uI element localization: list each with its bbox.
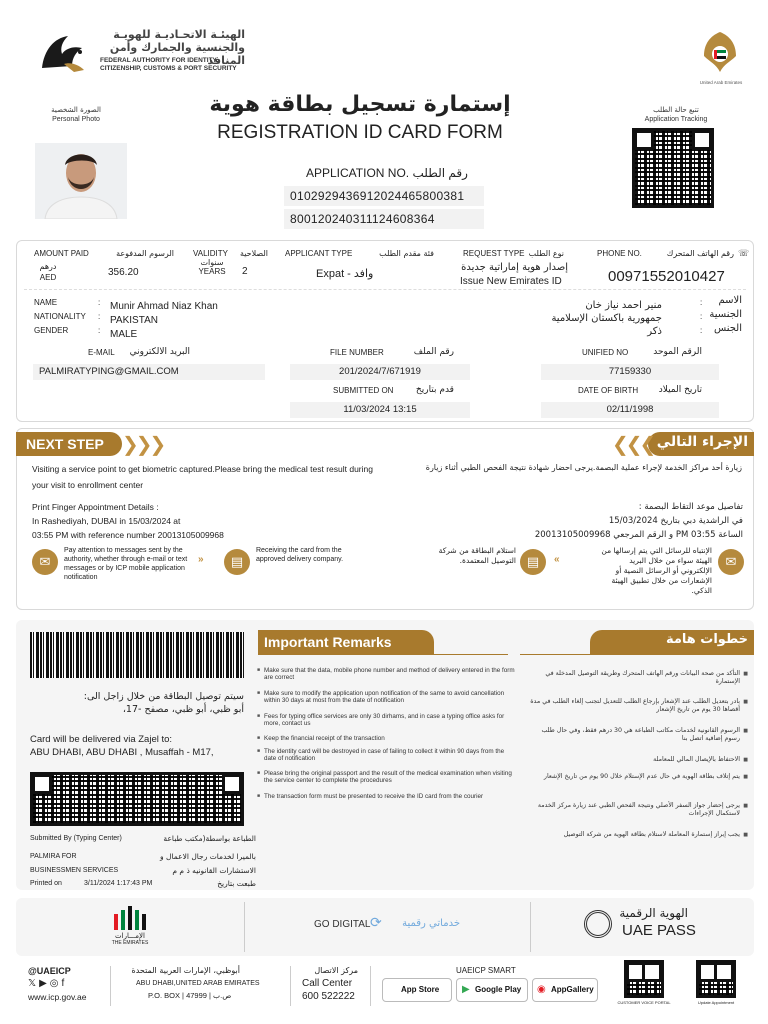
authority-name-en-2: CITIZENSHIP, CUSTOMS & PORT SECURITY	[100, 65, 237, 72]
call-center-en: Call Center	[302, 978, 353, 989]
emirates-ar: الإمـــارات	[115, 932, 145, 940]
arrow-right-icon: »	[198, 554, 201, 565]
submitted-on-label-en: SUBMITTED ON	[333, 386, 394, 395]
remark-ar-4: الاحتفاظ بالإيصال المالي للمعاملة ■	[528, 756, 740, 764]
request-type-label-ar: نوع الطلب	[528, 249, 564, 258]
next-step-intro-ar: زيارة أحد مراكز الخدمة لإجراء عملية البصمة.يرجى احضار شهادة نتيجة الفحص الطبي أثناء زيارة	[425, 463, 742, 472]
name-label-en: NAME	[34, 298, 58, 307]
nationality-value-ar: جمهورية باكستان الإسلامية	[551, 313, 662, 324]
remark-ar-3: الرسوم القانونية لخدمات مكاتب الطباعة هي 30 درهم فقط، وفي حال طلب رسوم إضافية اتصل بنا ■	[528, 727, 740, 743]
falcon-logo-icon	[34, 28, 92, 78]
remark-ar-6: يرجى إحضار جواز السفر الأصلي ونتيجة الفحص الطبي عند زيارة مركز الخدمة لاستكمال الإجراءات ■	[528, 802, 740, 818]
center-name-en-1: PALMIRA FOR	[30, 853, 77, 860]
nationality-value-en: PAKISTAN	[110, 315, 158, 326]
email-label-en: E-MAIL	[88, 348, 115, 357]
delivery-en-1: Card will be delivered via Zajel to:	[30, 734, 173, 745]
barcode	[30, 632, 244, 678]
name-value-en: Munir Ahmad Niaz Khan	[110, 301, 218, 312]
center-name-ar-2: الاستشارات القانونيه ذ م م	[172, 866, 256, 875]
delivery-en-2: ABU DHABI, ABU DHABI , Musaffah - M17,	[30, 747, 214, 758]
uae-pass-ar: الهوية الرقمية	[619, 906, 688, 920]
address-en: ABU DHABI,UNITED ARAB EMIRATES	[136, 980, 260, 987]
form-title-ar: إستمارة تسجيل بطاقة هوية	[209, 92, 511, 117]
submitted-on-label-ar: قدم بتاريخ	[415, 385, 454, 395]
request-type-label-en: REQUEST TYPE	[463, 249, 525, 258]
request-type-value-en: Issue New Emirates ID	[460, 276, 562, 287]
next-step-title-en: NEXT STEP	[26, 436, 104, 452]
id-card-icon: ▤	[520, 549, 546, 575]
remark-en-4: ■ Keep the financial receipt of the transaction	[264, 735, 518, 742]
authority-name-en-1: FEDERAL AUTHORITY FOR IDENTITY,	[100, 57, 218, 64]
finger-line1-ar: في الراشدية دبي بتاريخ 15/03/2024	[608, 516, 743, 526]
social-icons[interactable]	[28, 978, 67, 989]
remark-ar-2: بادر بتعديل الطلب عند الإشعار بإرجاع الطلب للتعديل لتجنب إلغاء الطلب في مدة أقصاها 30 يوم من تاريخ الإشعار ■	[528, 698, 740, 714]
printed-on-value: 3/11/2024 1:17:43 PM	[84, 880, 153, 887]
youtube-icon[interactable]: ▶	[39, 978, 50, 989]
delivery-ar-2: أبو ظبي، أبو ظبي، مصفح -17،	[122, 704, 244, 715]
applicant-type-value: Expat - وافد	[316, 268, 374, 280]
applicant-type-label-en: APPLICANT TYPE	[285, 249, 353, 258]
delivery-qr-code[interactable]	[30, 772, 244, 826]
email-label-ar: البريد الالكتروني	[129, 347, 190, 357]
delivery-ar-1: سيتم توصيل البطاقة من خلال زاجل الى:	[83, 691, 244, 702]
applicant-type-label-ar: فئة مقدم الطلب	[379, 249, 434, 258]
submitted-by-label-en: Submitted By (Typing Center)	[30, 835, 122, 842]
finger-line2-en: 03:55 PM with reference number 20013105009968	[32, 530, 224, 540]
social-handle[interactable]: @UAEICP	[28, 966, 71, 976]
finger-line2-ar: الساعة PM 03:55 و الرقم المرجعي 20013105009968	[534, 530, 743, 540]
request-type-value-ar: إصدار هوية إماراتية جديدة	[461, 262, 568, 273]
finger-title-ar: تفاصيل موعد التقاط البصمة :	[638, 502, 743, 512]
amount-paid-label-en: AMOUNT PAID	[34, 249, 89, 258]
remark-en-7: ■ The transaction form must be presented to receive the ID card from the courier	[264, 793, 518, 800]
google-play-label: Google Play	[475, 985, 522, 994]
amount-paid-label-ar: الرسوم المدفوعة	[116, 249, 174, 258]
website-link[interactable]: www.icp.gov.ae	[28, 992, 87, 1002]
gender-label-ar: الجنس	[713, 323, 742, 334]
card-note-en: Receiving the card from the approved delivery company.	[256, 547, 344, 563]
finger-line1-en: In Rashediyah, DUBAI in 15/03/2024 at	[32, 516, 181, 526]
next-step-title-ar: الإجراء التالي	[656, 434, 748, 450]
nationality-label-en: NATIONALITY	[34, 312, 86, 321]
authority-name-ar-1: الهيئـة الاتحـاديـة للهويـة	[113, 28, 245, 41]
uae-pass-en: UAE PASS	[622, 922, 696, 939]
dob-label-ar: تاريخ الميلاد	[658, 385, 702, 395]
uae-emblem	[700, 28, 740, 78]
file-number-label-ar: رقم الملف	[413, 347, 454, 357]
amount-paid-value: 356.20	[108, 267, 139, 278]
currency-en: AED	[39, 273, 57, 282]
arrow-left-icon: «	[554, 554, 557, 565]
po-box: P.O. BOX | 47999 | ص.ب	[148, 991, 232, 1000]
unified-number-label-ar: الرقم الموحد	[653, 347, 702, 357]
applicant-photo-icon	[35, 143, 127, 219]
tracking-qr-code[interactable]	[632, 128, 714, 208]
gender-value-en: MALE	[110, 329, 138, 340]
phone-label-ar: رقم الهاتف المتحرك	[666, 249, 734, 258]
email-value: PALMIRATYPING@GMAIL.COM	[33, 364, 265, 380]
emirates-bars-icon	[110, 904, 150, 930]
call-center-number[interactable]: 600 522222	[302, 991, 355, 1002]
remarks-title-ar: خطوات هامة	[665, 632, 748, 647]
validity-label-ar: الصلاحية	[239, 249, 268, 258]
authority-name-ar-2: والجنسية والجمارك وأمن المنافذ	[109, 41, 245, 67]
mail-icon: ✉	[32, 549, 58, 575]
phone-label-en: PHONE NO.	[597, 249, 642, 258]
years-label-ar: سنوات	[200, 258, 224, 267]
remark-en-1: ■ Make sure that the data, mobile phone number and method of delivery entered in the form are correct	[264, 667, 518, 681]
remark-ar-1: التأكد من صحة البيانات ورقم الهاتف المتحرك وطريقة التوصيل المدخلة في الإستمارة ■	[528, 670, 740, 686]
app-gallery-label: AppGallery	[551, 985, 594, 994]
phone-value: 00971552010427	[608, 268, 725, 285]
messages-note-ar: الإنتباه للرسائل التي يتم إرسالها من الهيئة سواء من خلال البريد الإلكتروني أو الرسائل النصية أو الإشعارات من خلال تطبيق الهيئة الذكي.	[601, 546, 712, 595]
photo-label-ar: الصورة الشخصية	[51, 106, 101, 114]
validity-value: 2	[242, 266, 248, 277]
remark-en-3: ■ Fees for typing office services are only 30 dirhams, and in case a typing office asks for more, contact us	[264, 713, 518, 727]
form-title-en: REGISTRATION ID CARD FORM	[217, 122, 503, 143]
unified-number-value: 77159330	[541, 364, 719, 380]
remark-en-2: ■ Make sure to modify the application upon notification of the same to avoid cancellation within 30 days at most from the date of notification	[264, 690, 518, 704]
authority-logo	[34, 28, 92, 78]
app-title: UAEICP SMART	[456, 966, 516, 975]
application-number-label: APPLICATION NO. رقم الطلب	[306, 166, 468, 180]
app-store-button[interactable]	[382, 978, 452, 1002]
printed-on-label-ar: طبعت بتاريخ	[217, 879, 256, 888]
tracking-label-ar: تتبع حالة الطلب	[653, 106, 699, 114]
phone-icon: ☏	[738, 248, 750, 258]
validity-label-en: VALIDITY	[193, 249, 228, 258]
app-store-label: App Store	[401, 985, 440, 994]
uae-caption: United Arab Emirates	[699, 80, 743, 85]
dob-label-en: DATE OF BIRTH	[578, 386, 639, 395]
google-play-button[interactable]	[456, 978, 528, 1002]
google-play-icon: ▶	[462, 984, 470, 995]
center-name-ar-1: بالميرا لخدمات رجال الاعمال و	[160, 852, 256, 861]
fingerprint-icon	[584, 910, 612, 938]
go-digital-ar: خدماتي رقمية	[402, 918, 460, 929]
file-number-label-en: FILE NUMBER	[330, 348, 384, 357]
id-card-icon: ▤	[224, 549, 250, 575]
submitted-by-label-ar: الطباعة بواسطة(مكتب طباعة	[163, 834, 256, 843]
facebook-icon[interactable]: f	[61, 978, 68, 989]
update-appointment-qr-code[interactable]	[696, 960, 736, 998]
name-label-ar: الاسم	[718, 295, 742, 306]
remarks-title-en: Important Remarks	[264, 634, 392, 650]
emirates-en: THE EMIRATES	[111, 940, 149, 946]
call-center-ar: مركز الاتصال	[314, 966, 358, 975]
mail-icon: ✉	[718, 549, 744, 575]
file-number-value: 201/2024/7/671919	[290, 364, 470, 380]
app-gallery-icon: ◉	[537, 984, 546, 995]
application-number-2: 80012024031112460836​4	[284, 209, 484, 229]
currency-ar: درهم	[39, 262, 57, 271]
chevrons-right-icon: ❯❯❯	[122, 434, 164, 456]
card-note-ar: استلام البطاقة من شركة التوصيل المعتمدة.	[438, 546, 516, 565]
remark-ar-7: يجب إبراز إستمارة المعاملة لاستلام بطاقة الهوية من شركة التوصيل ■	[528, 831, 740, 839]
go-digital-label: GO DIGITAL	[314, 919, 371, 930]
personal-photo	[35, 143, 127, 219]
remark-en-6: ■ Please bring the original passport and the result of the medical examination when visiting the service center to complete the procedures	[264, 770, 518, 784]
photo-label-en: Personal Photo	[52, 116, 100, 123]
years-label-en: YEARS	[198, 267, 226, 276]
instagram-icon[interactable]: ◎	[49, 978, 62, 989]
center-name-en-2: BUSINESSMEN SERVICES	[30, 867, 119, 874]
remark-ar-5: يتم إتلاف بطاقة الهوية في حال عدم الإستلام خلال 90 يوم من تاريخ الإشعار ■	[528, 773, 740, 781]
the-emirates-logo	[100, 904, 160, 952]
name-value-ar: منير احمد نياز خان	[585, 300, 662, 311]
twitter-icon[interactable]: 𝕏	[28, 978, 40, 989]
dob-value: 02/11/1998	[541, 402, 719, 418]
chevrons-left-icon: ❮❮❮	[612, 434, 654, 456]
gender-value-ar: ذكر	[647, 326, 662, 337]
next-step-intro-en: Visiting a service point to get biometric captured.Please bring the medical test result during your visit to enrollment center	[32, 464, 373, 490]
app-gallery-button[interactable]	[532, 978, 598, 1002]
address-ar: أبوظبي، الإمارات العربية المتحدة	[131, 966, 240, 975]
messages-note-en: Pay attention to messages sent by the authority, whether through e-mail or text messages or by ICP mobile application notification	[64, 547, 188, 581]
application-number-1: 01029294369120244658003​81	[284, 186, 484, 206]
printed-on-label-en: Printed on	[30, 880, 62, 887]
finger-title-en: Print Finger Appointment Details :	[32, 502, 159, 512]
submitted-on-value: 11/03/2024 13:15	[290, 402, 470, 418]
qr2-caption: Update Appointment	[697, 1000, 735, 1005]
remark-en-5: ■ The identity card will be destroyed in case of failing to collect it within 90 days from the date of notification	[264, 748, 518, 762]
unified-number-label-en: UNIFIED NO	[582, 348, 629, 357]
tracking-label-en: Application Tracking	[644, 116, 708, 123]
uae-emblem-icon	[700, 28, 740, 78]
go-digital-icon: ⟳	[370, 914, 382, 930]
qr1-caption: CUSTOMER VOICE PORTAL	[617, 1000, 671, 1005]
nationality-label-ar: الجنسية	[709, 309, 742, 320]
gender-label-en: GENDER	[34, 326, 69, 335]
customer-voice-qr-code[interactable]	[624, 960, 664, 998]
